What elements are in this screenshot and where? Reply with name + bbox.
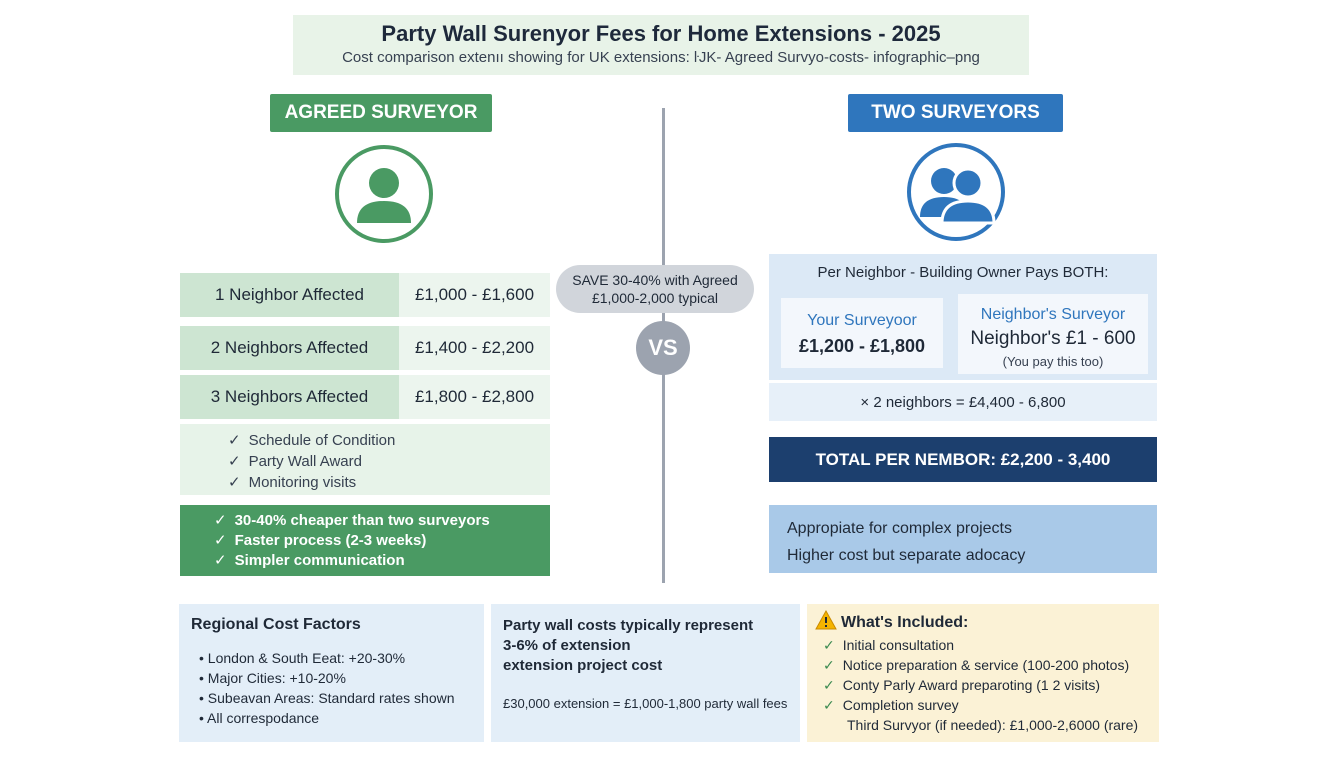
total-banner: TOTAL PER NEMBOR: £2,200 - 3,400: [769, 437, 1157, 482]
whats-included-panel: [807, 604, 1159, 742]
check-icon: ✓: [823, 657, 835, 673]
neighbor-row-value: £1,000 - £1,600: [399, 273, 550, 317]
agreed-benefits-list: [180, 505, 550, 576]
savings-badge: [556, 265, 754, 313]
neighbor-surveyor-value: Neighbor's £1 - 600: [970, 328, 1136, 349]
two-people-icon: [907, 143, 1005, 241]
list-item: ✓ Notice preparation & service (100-200 photos): [823, 657, 1130, 673]
list-item: Appropiate for complex projects: [787, 520, 1012, 537]
list-item: • All correspodance: [199, 710, 320, 726]
check-icon: ✓: [228, 453, 241, 470]
list-item: Higher cost but separate adocacy: [787, 547, 1026, 564]
two-surveyors-header: TWO SURVEYORS: [848, 94, 1063, 132]
cost-share-line-2: 3-6% of extension: [503, 637, 631, 654]
neighbor-row-label: 1 Neighbor Affected: [180, 273, 399, 317]
list-item: ✓ Initial consultation: [823, 637, 955, 653]
list-item: ✓ Simpler communication: [214, 552, 405, 569]
list-item: ✓ Party Wall Award: [228, 453, 362, 470]
savings-line-2: £1,000-2,000 typical: [591, 290, 719, 306]
list-item: • London & South Eeat: +20-30%: [199, 650, 406, 666]
third-surveyor-note: Third Survyor (if needed): £1,000-2,6000 (rare): [847, 717, 1139, 733]
neighbor-row-value: £1,400 - £2,200: [399, 326, 550, 370]
cost-share-example: £30,000 extension = £1,000-1,800 party wall fees: [503, 696, 788, 711]
list-item: ✓ Faster process (2-3 weeks): [214, 532, 427, 549]
list-item: ✓ Conty Parly Award preparoting (1 2 visits): [823, 677, 1101, 693]
check-icon: ✓: [228, 474, 241, 491]
agreed-surveyor-header: AGREED SURVEYOR: [270, 94, 492, 132]
cost-share-line-1: Party wall costs typically represent: [503, 617, 754, 634]
multiplier-row: × 2 neighbors = £4,400 - 6,800: [769, 383, 1157, 421]
check-icon: ✓: [214, 532, 227, 549]
check-icon: ✓: [823, 637, 835, 653]
neighbor-row: [180, 273, 550, 317]
check-icon: ✓: [214, 552, 227, 569]
check-icon: ✓: [214, 512, 227, 529]
cost-share-line-3: extension project cost: [503, 657, 663, 674]
regional-cost-panel: [179, 604, 484, 742]
neighbor-row: [180, 375, 550, 419]
title-banner: [293, 15, 1029, 75]
whats-included-header: [815, 610, 1159, 635]
your-surveyor-label: Your Surveyoor: [807, 312, 917, 329]
page-title: Party Wall Surenyor Fees for Home Extensions - 2025: [381, 21, 941, 46]
neighbor-row-value: £1,800 - £2,800: [399, 375, 550, 419]
check-icon: ✓: [228, 432, 241, 449]
list-item: ✓ Completion survey: [823, 697, 959, 713]
cost-share-panel: [491, 604, 800, 742]
savings-line-1: SAVE 30-40% with Agreed: [572, 272, 738, 288]
single-person-icon: [335, 145, 433, 243]
list-item: • Subeavan Areas: Standard rates shown: [199, 690, 455, 706]
per-neighbor-title: Per Neighbor - Building Owner Pays BOTH:: [817, 264, 1109, 281]
list-item: ✓ 30-40% cheaper than two surveyors: [214, 512, 490, 529]
two-surveyors-notes: [769, 505, 1157, 573]
check-icon: ✓: [823, 677, 835, 693]
list-item: ✓ Schedule of Condition: [228, 432, 396, 449]
list-item: ✓ Monitoring visits: [228, 474, 357, 491]
regional-cost-title: Regional Cost Factors: [191, 616, 361, 633]
agreed-includes-list: [180, 424, 550, 495]
your-surveyor-card: [781, 298, 943, 368]
per-neighbor-panel: [769, 254, 1157, 380]
list-item: • Major Cities: +10-20%: [199, 670, 346, 686]
neighbor-row: [180, 326, 550, 370]
neighbor-row-label: 3 Neighbors Affected: [180, 375, 399, 419]
neighbor-surveyor-note: (You pay this too): [1002, 354, 1104, 369]
warning-icon: [815, 610, 837, 635]
neighbor-row-label: 2 Neighbors Affected: [180, 326, 399, 370]
whats-included-title: What's Included:: [841, 613, 969, 631]
check-icon: ✓: [823, 697, 835, 713]
your-surveyor-value: £1,200 - £1,800: [798, 336, 926, 356]
vs-badge: VS: [636, 321, 690, 375]
neighbor-surveyor-label: Neighbor's Surveyor: [980, 306, 1126, 323]
neighbor-surveyor-card: [958, 294, 1148, 374]
page-subtitle: Cost comparison extenıı showing for UK extensions: ŀJK- Agreed Survyo-costs- infographic–png: [342, 49, 980, 66]
